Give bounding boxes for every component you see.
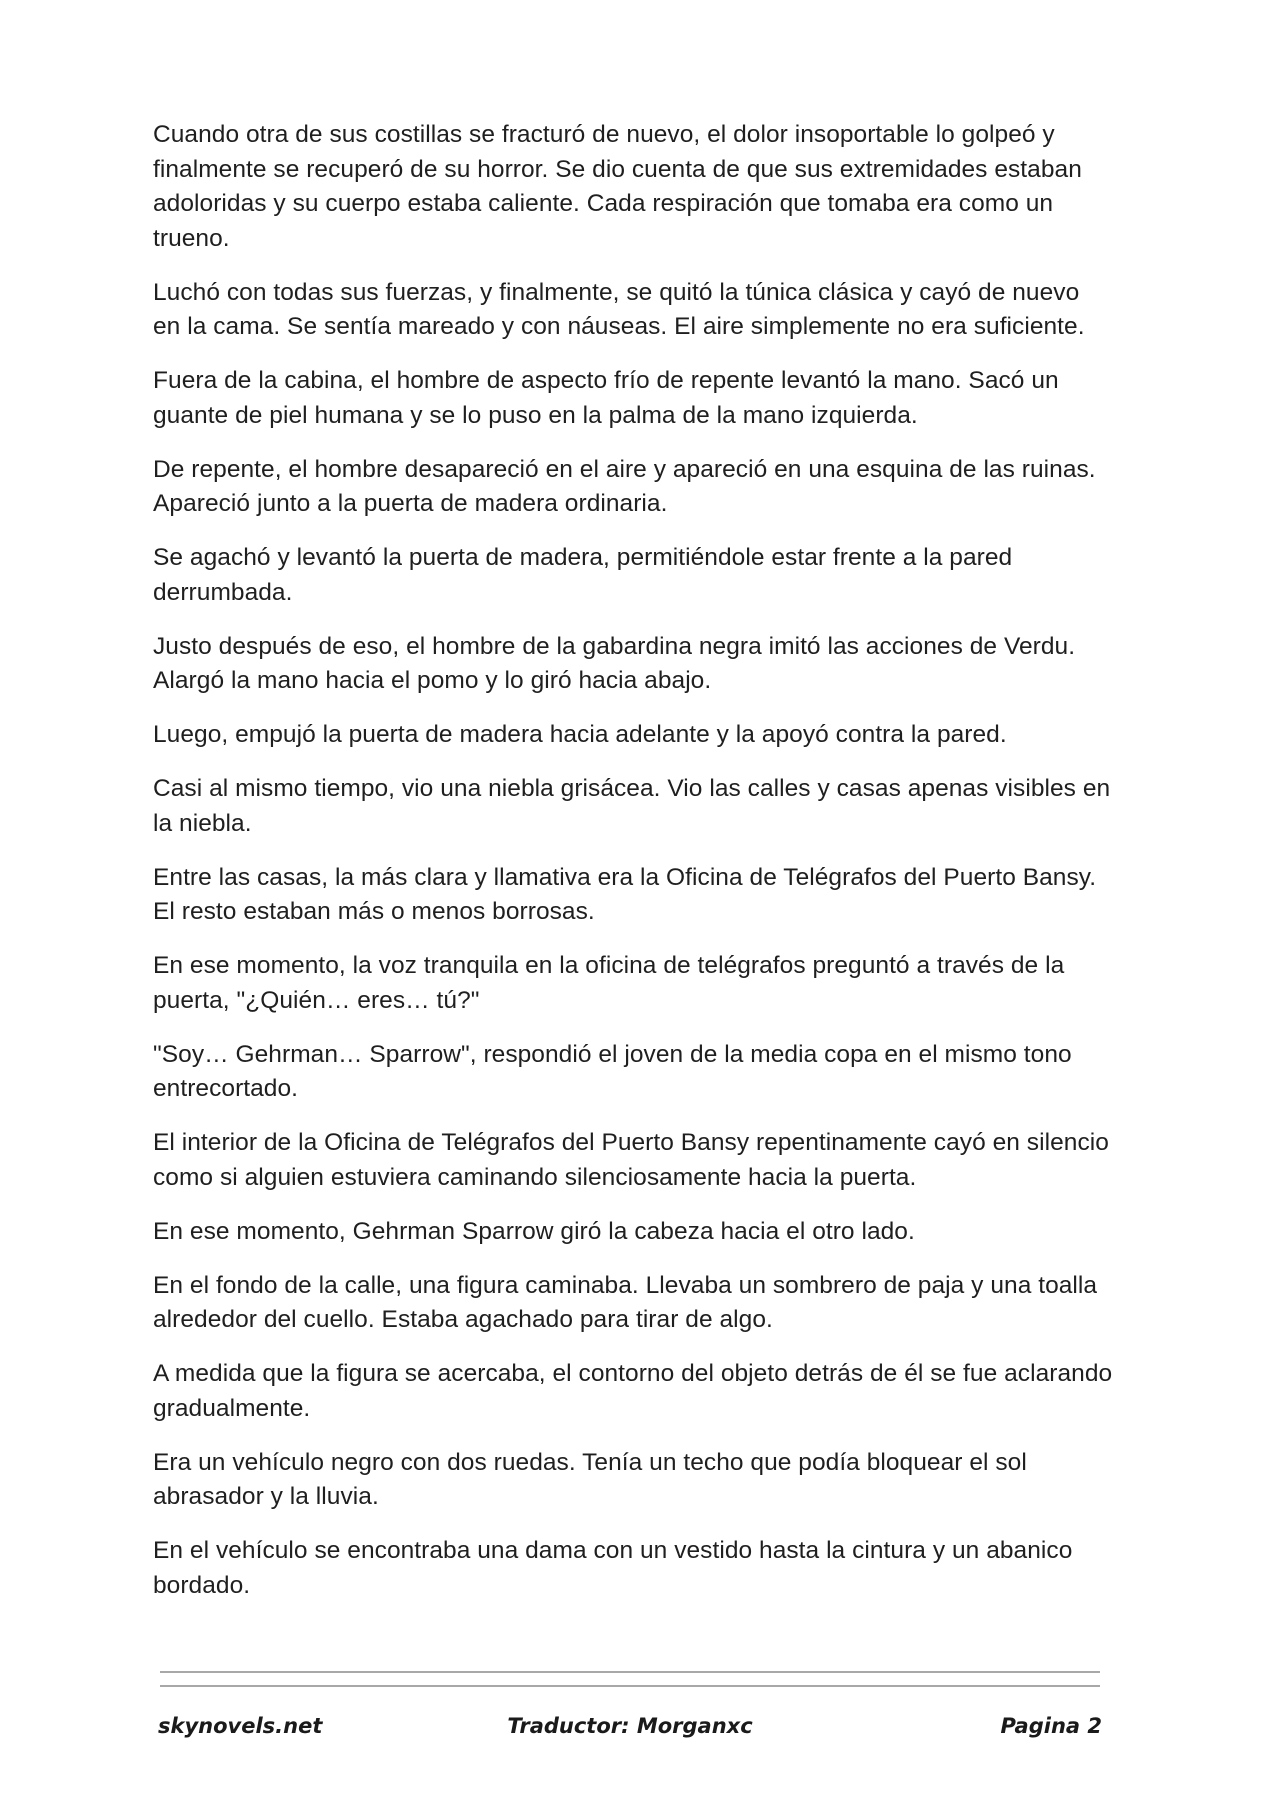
paragraph: Casi al mismo tiempo, vio una niebla grisácea. Vio las calles y casas apenas visibles en la niebla. (153, 775, 1111, 837)
paragraph: Entre las casas, la más clara y llamativa era la Oficina de Telégrafos del Puerto Bansy. El resto estaban más o menos borrosas. (153, 863, 1097, 925)
divider-line (160, 1671, 1100, 1673)
paragraph: En ese momento, la voz tranquila en la oficina de telégrafos preguntó a través de la puerta, "¿Quién… eres… tú?" (153, 952, 1065, 1014)
page-footer (158, 1714, 1102, 1748)
footer-divider (160, 1671, 1100, 1687)
paragraph: En el vehículo se encontraba una dama con un vestido hasta la cintura y un abanico bordado. (153, 1537, 1073, 1599)
paragraph: Cuando otra de sus costillas se fracturó de nuevo, el dolor insoportable lo golpeó y finalmente se recuperó de su horror. Se dio cuenta de que sus extremidades estaban adoloridas y su cuerpo estaba caliente. Cada respiración que tomaba era como un trueno. (153, 121, 1082, 252)
paragraph: Luchó con todas sus fuerzas, y finalmente, se quitó la túnica clásica y cayó de nuevo en la cama. Se sentía mareado y con náuseas. El aire simplemente no era suficiente. (153, 278, 1085, 340)
paragraph: Era un vehículo negro con dos ruedas. Tenía un techo que podía bloquear el sol abrasador y la lluvia. (153, 1448, 1027, 1510)
footer-site: skynovels.net (158, 1714, 323, 1738)
paragraph: Luego, empujó la puerta de madera hacia adelante y la apoyó contra la pared. (153, 721, 1007, 748)
paragraph: A medida que la figura se acercaba, el contorno del objeto detrás de él se fue aclarando gradualmente. (153, 1360, 1113, 1422)
divider-line (160, 1685, 1100, 1687)
paragraph: De repente, el hombre desapareció en el aire y apareció en una esquina de las ruinas. Apareció junto a la puerta de madera ordinaria. (153, 455, 1096, 517)
paragraph: "Soy… Gehrman… Sparrow", respondió el joven de la media copa en el mismo tono entrecortado. (153, 1040, 1072, 1102)
paragraph: El interior de la Oficina de Telégrafos del Puerto Bansy repentinamente cayó en silencio como si alguien estuviera caminando silenciosamente hacia la puerta. (153, 1129, 1109, 1191)
paragraph: Se agachó y levantó la puerta de madera, permitiéndole estar frente a la pared derrumbada. (153, 544, 1013, 606)
page-body (153, 118, 1113, 1623)
paragraph: En ese momento, Gehrman Sparrow giró la cabeza hacia el otro lado. (153, 1217, 915, 1245)
footer-translator: Traductor: Morganxc (507, 1714, 753, 1738)
paragraph: Fuera de la cabina, el hombre de aspecto frío de repente levantó la mano. Sacó un guante de piel humana y se lo puso en la palma de la mano izquierda. (153, 367, 1059, 429)
footer-page-number: Pagina 2 (1000, 1714, 1102, 1738)
paragraph: Justo después de eso, el hombre de la gabardina negra imitó las acciones de Verdu. Alargó la mano hacia el pomo y lo giró hacia abajo. (153, 632, 1076, 694)
paragraph: En el fondo de la calle, una figura caminaba. Llevaba un sombrero de paja y una toalla alrededor del cuello. Estaba agachado para tirar de algo. (153, 1271, 1098, 1333)
